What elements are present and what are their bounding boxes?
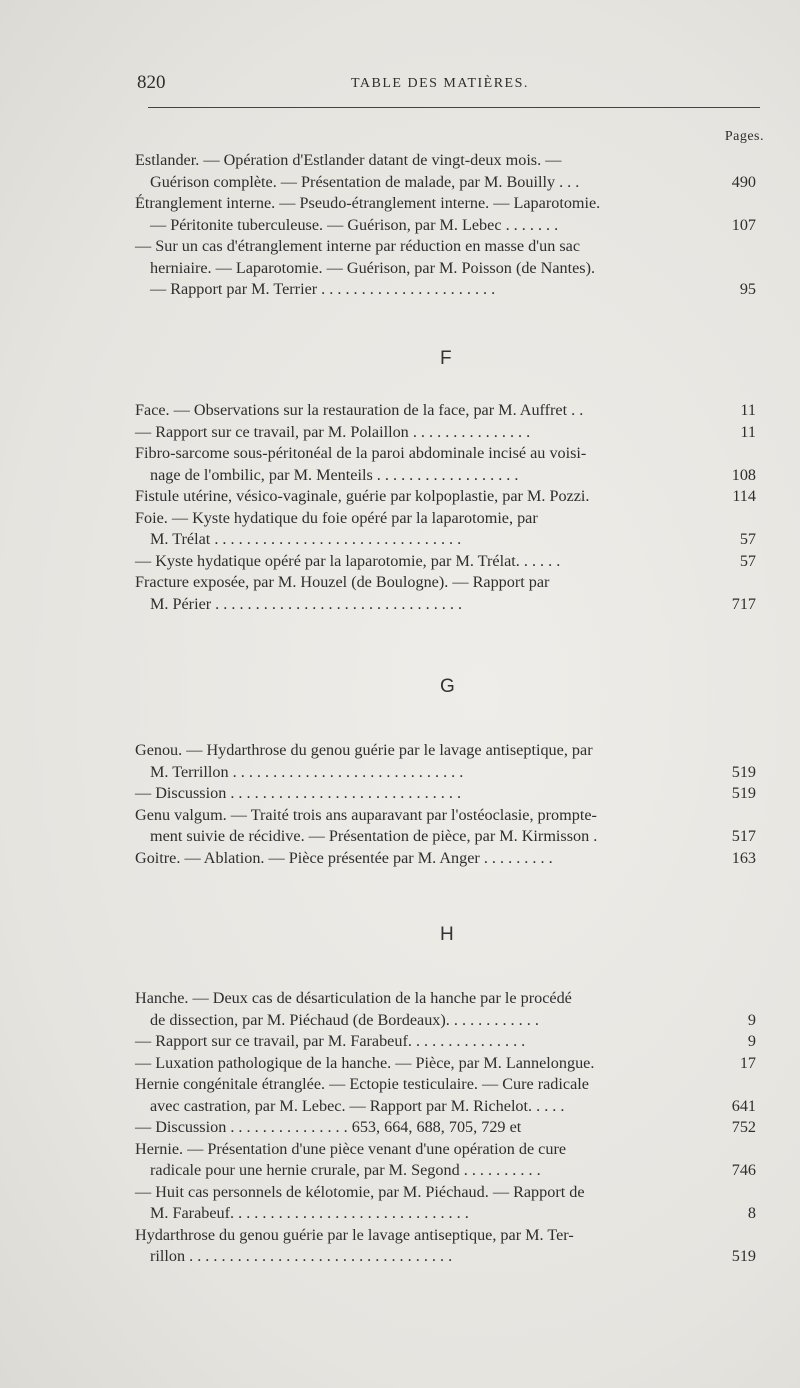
toc-line [135,1010,758,1032]
toc-entry-text: Hydarthrose du genou guérie par le lavage antiseptique, par M. Ter- [135,1225,574,1244]
toc-entry [135,783,758,805]
toc-entry [135,508,758,551]
toc-entry [135,740,758,783]
toc-entry-text: Foie. — Kyste hydatique du foie opéré par la laparotomie, par [135,508,538,527]
toc-page-number: 9 [747,1032,756,1050]
toc-entry-text: Fracture exposée, par M. Houzel (de Boulogne). — Rapport par [135,573,550,591]
toc-page-number: 17 [739,1053,756,1072]
toc-line [135,1203,758,1225]
toc-entry [135,1139,758,1182]
toc-line [135,443,758,465]
toc-line [135,215,758,237]
section-letter: H [440,924,454,945]
toc-entry-text: Étranglement interne. — Pseudo-étranglement interne. — Laparotomie. [135,194,601,212]
toc-entry-text: Goitre. — Ablation. — Pièce présentée par M. Anger . . . . . . . . . [135,848,553,867]
toc-line [135,1096,758,1118]
toc-page-number: 641 [731,1096,756,1115]
running-title: TABLE DES MATIÈRES. [351,76,529,91]
toc-line [135,193,758,215]
toc-entry-text: Guérison complète. — Présentation de malade, par M. Bouilly . . . [150,172,580,191]
toc-line [135,400,758,422]
toc-line [135,1074,758,1096]
toc-page-number: 752 [731,1118,756,1136]
toc-entry-text: Hernie congénitale étranglée. — Ectopie testiculaire. — Cure radicale [135,1075,589,1093]
toc-page-number: 9 [747,1010,756,1029]
toc-line [135,172,758,194]
page-header [137,72,757,102]
toc-entry-text: — Discussion . . . . . . . . . . . . . . . . . . . . . . . . . . . . . [135,784,462,802]
toc-entry-text: herniaire. — Laparotomie. — Guérison, par M. Poisson (de Nantes). [150,258,596,277]
toc-line [135,805,758,827]
toc-page-number: 746 [731,1161,756,1179]
toc-entry-text: — Rapport sur ce travail, par M. Polaillon . . . . . . . . . . . . . . . [135,422,531,441]
toc-line [135,279,758,301]
toc-entry [135,1074,758,1117]
toc-section [135,988,758,1268]
toc-entry [135,551,758,573]
toc-entry-text: radicale pour une hernie crurale, par M. Segond . . . . . . . . . . [150,1161,541,1179]
toc-entry-text: Fibro-sarcome sous-péritonéal de la paroi abdominale incisé au voisi- [135,444,587,462]
toc-line [135,1139,758,1161]
toc-entry [135,236,758,301]
toc-entry-text: M. Farabeuf. . . . . . . . . . . . . . . . . . . . . . . . . . . . . . [150,1204,469,1222]
toc-entry [135,443,758,486]
header-rule [148,107,760,108]
toc-entry-text: M. Terrillon . . . . . . . . . . . . . . . . . . . . . . . . . . . . . [150,762,464,781]
toc-page-number: 517 [731,827,756,845]
toc-entry [135,1182,758,1225]
toc-page-number: 107 [731,215,756,234]
toc-line [135,848,758,870]
pages-column-label: Pages. [724,129,764,144]
toc-page-number: 163 [731,848,756,867]
toc-line [135,826,758,848]
toc-entry-text: — Péritonite tuberculeuse. — Guérison, par M. Lebec . . . . . . . [150,215,559,234]
toc-entry-text: Fistule utérine, vésico-vaginale, guérie par kolpoplastie, par M. Pozzi. [135,487,590,505]
toc-line [135,150,758,172]
toc-line [135,1031,758,1053]
toc-line [135,740,758,762]
toc-line [135,551,758,573]
toc-entry [135,193,758,236]
toc-entry-text: Genu valgum. — Traité trois ans auparavant par l'ostéoclasie, prompte- [135,805,597,824]
toc-entry [135,1053,758,1075]
toc-entry-text: nage de l'ombilic, par M. Menteils . . . . . . . . . . . . . . . . . . [150,465,519,484]
toc-section [135,400,758,615]
toc-line [135,422,758,444]
toc-entry [135,400,758,422]
toc-entry-text: ment suivie de récidive. — Présentation de pièce, par M. Kirmisson . [150,827,598,845]
toc-entry [135,805,758,848]
toc-entry-text: Hernie. — Présentation d'une pièce venant d'une opération de cure [135,1139,567,1158]
toc-entry-text: — Huit cas personnels de kélotomie, par M. Piéchaud. — Rapport de [135,1182,585,1201]
toc-entry-text: M. Trélat . . . . . . . . . . . . . . . . . . . . . . . . . . . . . . . [150,530,462,548]
toc-entry [135,1031,758,1053]
toc-page-number: 519 [731,784,756,802]
toc-line [135,594,758,616]
toc-page-number: 114 [732,487,756,505]
section-letter: G [440,676,455,697]
toc-entry-text: M. Périer . . . . . . . . . . . . . . . . . . . . . . . . . . . . . . . [150,594,463,613]
toc-line [135,465,758,487]
toc-line [135,1117,758,1139]
toc-line [135,508,758,530]
toc-page-number: 108 [731,465,756,484]
toc-line [135,1182,758,1204]
toc-line [135,572,758,594]
toc-entry-text: — Kyste hydatique opéré par la laparotomie, par M. Trélat. . . . . . [135,551,561,570]
toc-entry [135,572,758,615]
toc-line [135,1246,758,1268]
toc-entry-text: — Rapport par M. Terrier . . . . . . . . . . . . . . . . . . . . . . [150,280,496,298]
toc-page-number: 519 [731,1247,756,1265]
toc-entry-text: Face. — Observations sur la restauration de la face, par M. Auffret . . [135,401,584,419]
toc-line [135,1160,758,1182]
toc-entry-text: — Rapport sur ce travail, par M. Farabeuf. . . . . . . . . . . . . . . [135,1032,526,1050]
toc-page-number: 95 [739,280,756,298]
toc-entry [135,1225,758,1268]
toc-page-number: 11 [740,401,756,419]
toc-line [135,1225,758,1247]
toc-line [135,258,758,280]
toc-entry-text: — Luxation pathologique de la hanche. — Pièce, par M. Lannelongue. [135,1053,595,1072]
toc-page-number: 519 [731,762,756,781]
toc-entry-text: Genou. — Hydarthrose du genou guérie par le lavage antiseptique, par [135,741,593,759]
toc-entry [135,848,758,870]
toc-line [135,486,758,508]
toc-page-number: 57 [739,551,756,570]
toc-entry-text: Hanche. — Deux cas de désarticulation de la hanche par le procédé [135,989,572,1007]
toc-section [135,150,758,301]
toc-line [135,1053,758,1075]
toc-line [135,762,758,784]
section-letter: F [440,348,452,369]
toc-page-number: 57 [739,530,756,548]
toc-entry-text: — Discussion . . . . . . . . . . . . . . . 653, 664, 688, 705, 729 et [135,1118,522,1136]
toc-entry-text: Estlander. — Opération d'Estlander datant de vingt-deux mois. — [135,151,562,169]
toc-line [135,236,758,258]
toc-line [135,988,758,1010]
toc-entry-text: avec castration, par M. Lebec. — Rapport par M. Richelot. . . . . [150,1096,565,1115]
toc-entry-text: — Sur un cas d'étranglement interne par réduction en masse d'un sac [135,237,580,255]
toc-page-number: 11 [740,422,756,441]
page-number: 820 [137,72,166,93]
toc-entry-text: de dissection, par M. Piéchaud (de Bordeaux). . . . . . . . . . . . [150,1010,539,1029]
toc-entry [135,150,758,193]
toc-entry [135,988,758,1031]
toc-page-number: 8 [747,1204,756,1222]
toc-page-number: 717 [731,594,756,613]
toc-page-number: 490 [731,172,756,191]
toc-entry [135,1117,758,1139]
toc-line [135,529,758,551]
toc-section [135,740,758,869]
toc-entry [135,422,758,444]
toc-line [135,783,758,805]
toc-entry-text: rillon . . . . . . . . . . . . . . . . . . . . . . . . . . . . . . . . . [150,1247,453,1265]
toc-entry [135,486,758,508]
